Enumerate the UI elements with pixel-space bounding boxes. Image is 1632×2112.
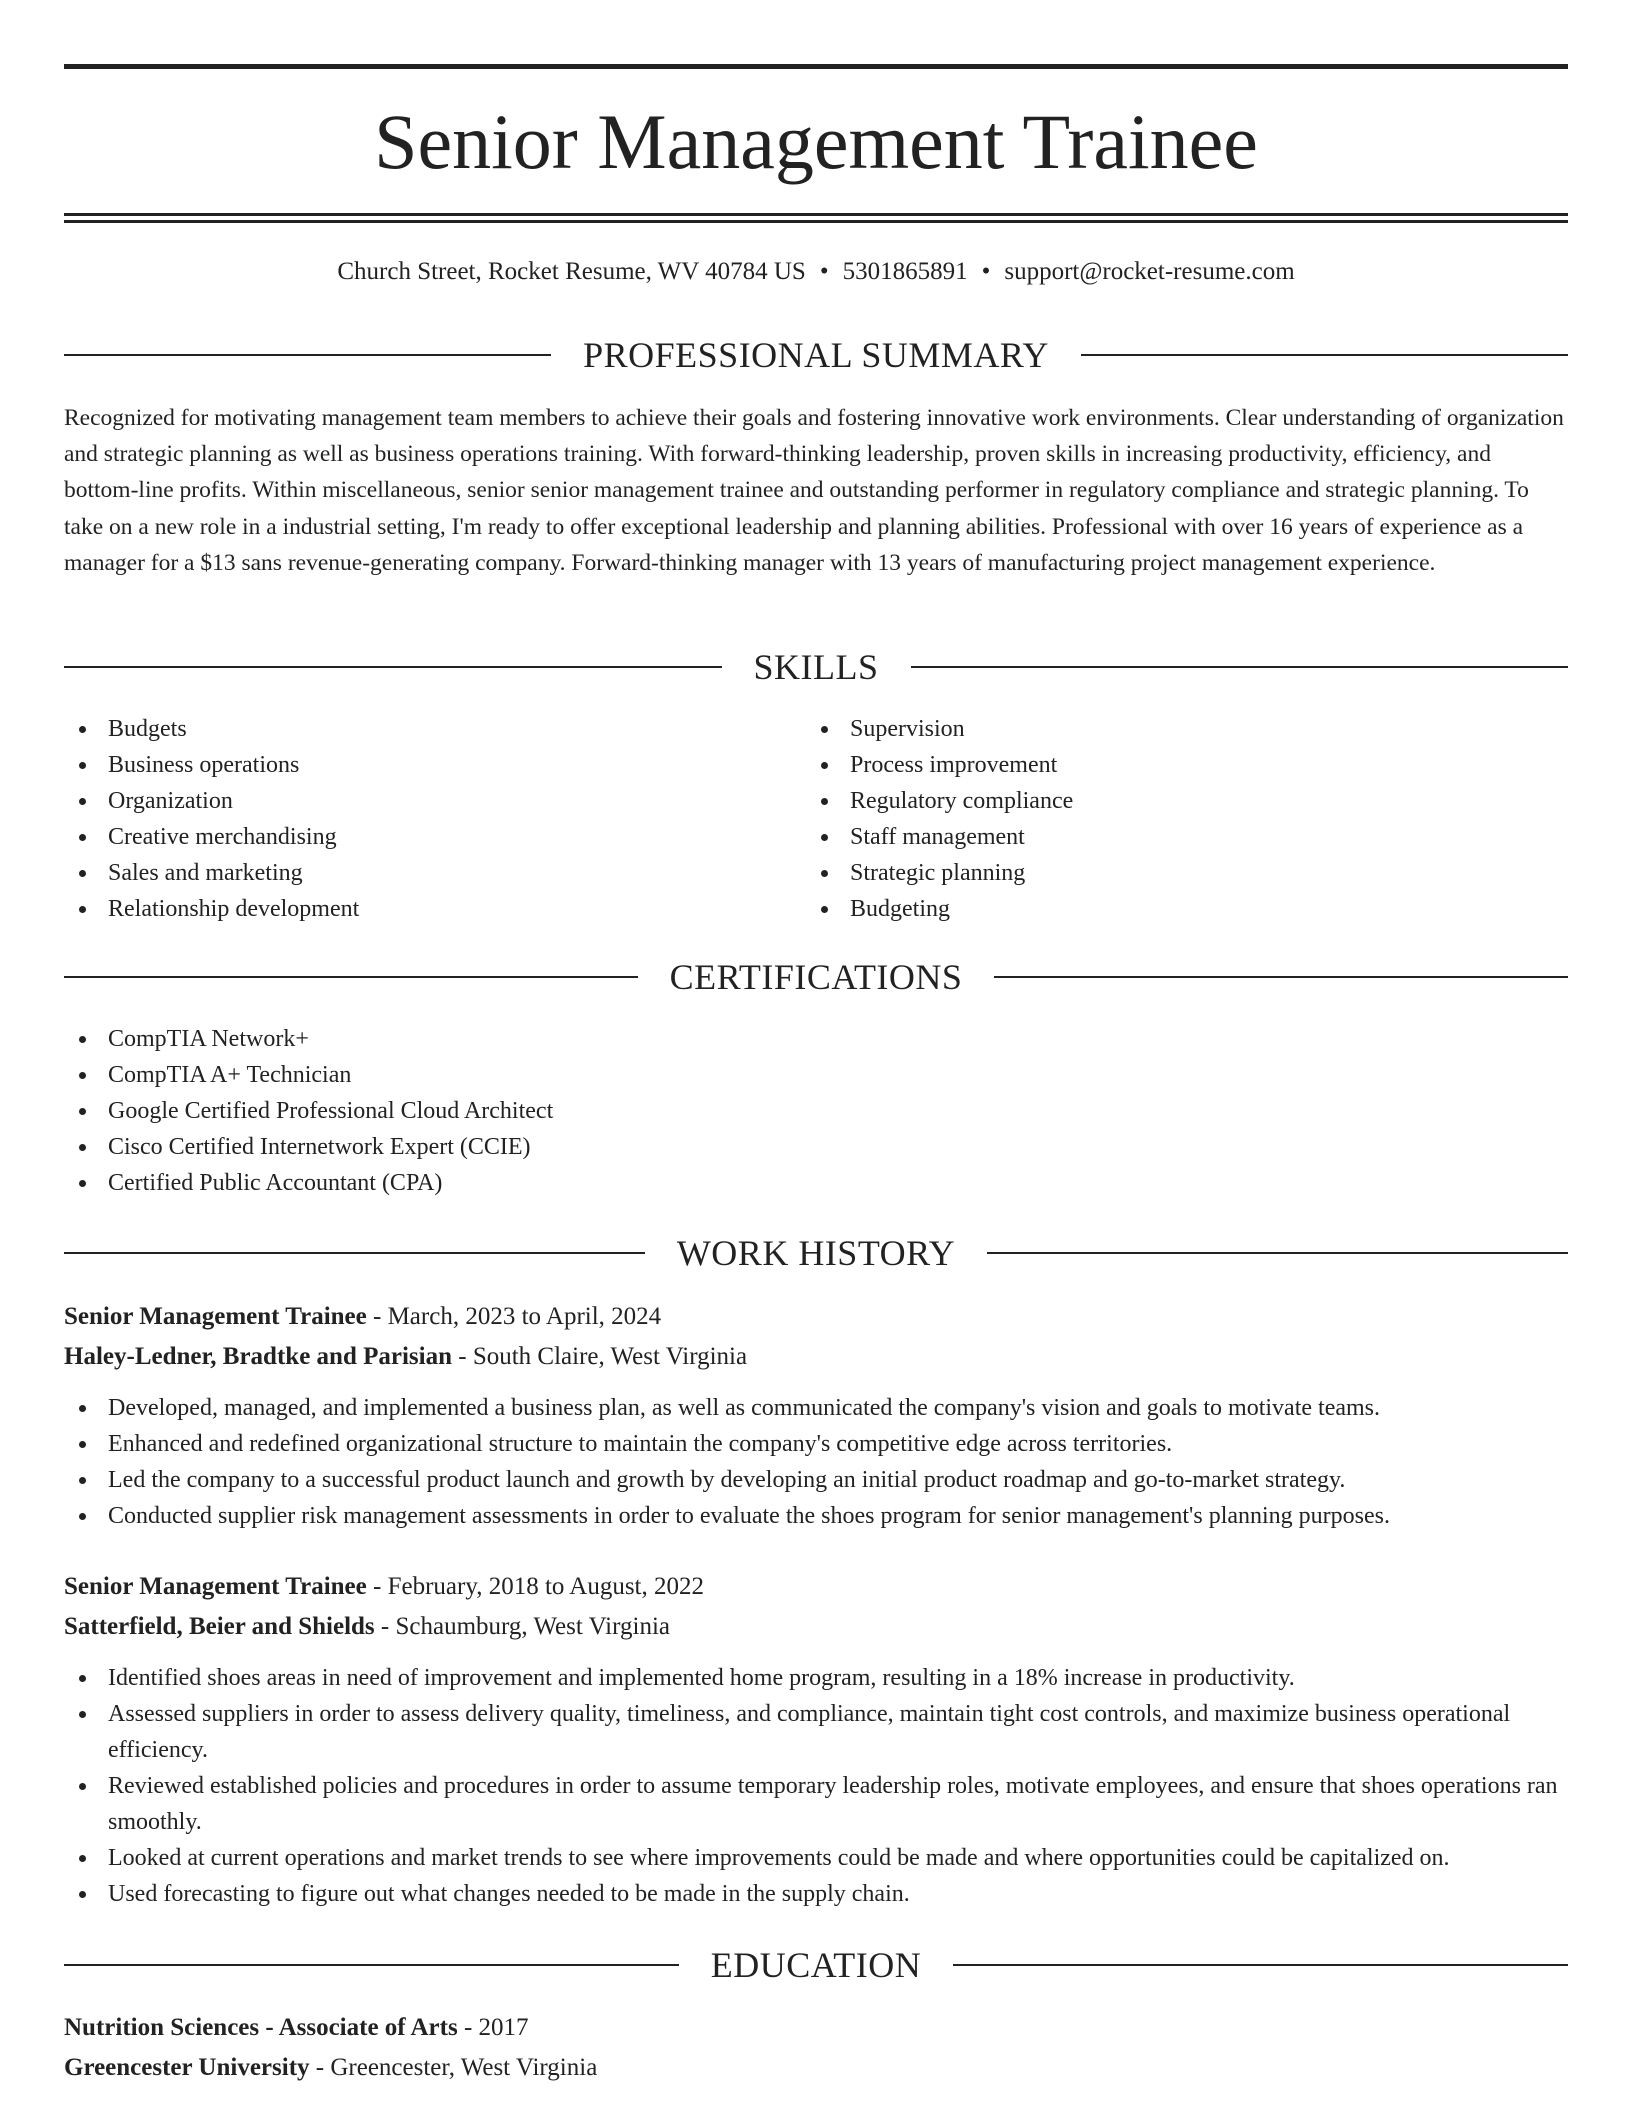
certifications-list <box>64 1021 1568 1201</box>
section-heading-work-history <box>64 1231 1568 1275</box>
skill-item: Sales and marketing <box>64 855 764 891</box>
employer-location: - South Claire, West Virginia <box>452 1343 748 1370</box>
certification-item: Certified Public Accountant (CPA) <box>64 1165 1568 1201</box>
skills-list-left <box>64 711 764 927</box>
section-title: EDUCATION <box>710 1945 922 1985</box>
duty-item: Developed, managed, and implemented a business plan, as well as communicated the company's vision and goals to motivate teams. <box>64 1390 1568 1426</box>
contact-line <box>64 255 1568 289</box>
skill-item: Regulatory compliance <box>806 783 1506 819</box>
skill-item: Relationship development <box>64 891 764 927</box>
skill-item: Staff management <box>806 819 1506 855</box>
candidate-name: Senior Management Trainee <box>374 98 1258 185</box>
job-title: Senior Management Trainee <box>64 1303 367 1330</box>
name-header <box>64 64 1568 220</box>
skill-item: Strategic planning <box>806 855 1506 891</box>
skill-item: Budgets <box>64 711 764 747</box>
employer-location: - Schaumburg, West Virginia <box>374 1613 670 1640</box>
divider <box>1081 354 1568 356</box>
job-title-line <box>64 1569 1568 1605</box>
divider <box>64 666 722 668</box>
duty-item: Led the company to a successful product launch and growth by developing an initial product roadmap and go-to-market strategy. <box>64 1462 1568 1498</box>
duty-item: Used forecasting to figure out what changes needed to be made in the supply chain. <box>64 1876 1568 1912</box>
skill-item: Creative merchandising <box>64 819 764 855</box>
skill-item: Supervision <box>806 711 1506 747</box>
school-name: Greencester University <box>64 2054 310 2081</box>
section-heading-skills <box>64 645 1568 689</box>
school-line <box>64 2050 1568 2086</box>
graduation-year: - 2017 <box>457 2014 529 2041</box>
skills-list-right <box>806 711 1506 927</box>
duty-item: Assessed suppliers in order to assess delivery quality, timeliness, and compliance, maintain tight cost controls, and maximize business operational efficiency. <box>64 1696 1568 1768</box>
header-rule <box>64 220 1568 223</box>
duty-item: Looked at current operations and market trends to see where improvements could be made and where opportunities could be capitalized on. <box>64 1840 1568 1876</box>
skill-item: Organization <box>64 783 764 819</box>
job-duties-list <box>64 1390 1568 1534</box>
job-title: Senior Management Trainee <box>64 1573 367 1600</box>
employer-line <box>64 1339 1568 1375</box>
phone: 5301865891 <box>842 258 968 285</box>
header-rule <box>64 213 1568 216</box>
separator-dot: • <box>819 258 829 285</box>
divider <box>953 1964 1568 1966</box>
section-title: PROFESSIONAL SUMMARY <box>583 335 1049 375</box>
divider <box>994 976 1568 978</box>
duty-item: Reviewed established policies and procedures in order to assume temporary leadership roles, motivate employees, and ensure that shoes operations ran smoothly. <box>64 1768 1568 1840</box>
divider <box>911 666 1569 668</box>
divider <box>64 1964 679 1966</box>
job-dates: - March, 2023 to April, 2024 <box>366 1303 662 1330</box>
section-heading-summary <box>64 333 1568 377</box>
employer-name: Haley-Ledner, Bradtke and Parisian <box>64 1343 452 1370</box>
duty-item: Conducted supplier risk management assessments in order to evaluate the shoes program for senior management's planning purposes. <box>64 1498 1568 1534</box>
divider <box>987 1252 1568 1254</box>
email-link[interactable]: support@rocket-resume.com <box>1004 258 1295 285</box>
summary-text: Recognized for motivating management team members to achieve their goals and fostering innovative work environments. Clear understanding of organization and strategic planning as well as business operations training. With forward-thinking leadership, proven skills in increasing productivity, efficiency, and bottom-line profits. Within miscellaneous, senior senior management trainee and outstanding performer in regulatory compliance and strategic planning. To take on a new role in a industrial setting, I'm ready to offer exceptional leadership and planning abilities. Professional with over 16 years of experience as a manager for a $13 sans revenue-generating company. Forward-thinking manager with 13 years of manufacturing project management experience. <box>64 405 1564 576</box>
employer-line <box>64 1609 1568 1645</box>
degree: Nutrition Sciences - Associate of Arts <box>64 2014 458 2041</box>
section-heading-education <box>64 1943 1568 1987</box>
section-title: CERTIFICATIONS <box>669 957 963 997</box>
degree-line <box>64 2010 1568 2046</box>
divider <box>64 354 551 356</box>
job-duties-list <box>64 1660 1568 1912</box>
duty-item: Enhanced and redefined organizational structure to maintain the company's competitive edge across territories. <box>64 1426 1568 1462</box>
job-dates: - February, 2018 to August, 2022 <box>366 1573 704 1600</box>
job-title-line <box>64 1299 1568 1335</box>
certification-item: Cisco Certified Internetwork Expert (CCIE) <box>64 1129 1568 1165</box>
divider <box>64 976 638 978</box>
separator-dot: • <box>981 258 991 285</box>
address: Church Street, Rocket Resume, WV 40784 US <box>337 258 806 285</box>
employer-name: Satterfield, Beier and Shields <box>64 1613 375 1640</box>
duty-item: Identified shoes areas in need of improvement and implemented home program, resulting in a 18% increase in productivity. <box>64 1660 1568 1696</box>
school-location: - Greencester, West Virginia <box>309 2054 598 2081</box>
skill-item: Budgeting <box>806 891 1506 927</box>
certification-item: Google Certified Professional Cloud Architect <box>64 1093 1568 1129</box>
skill-item: Process improvement <box>806 747 1506 783</box>
section-heading-certifications <box>64 955 1568 999</box>
certification-item: CompTIA Network+ <box>64 1021 1568 1057</box>
certification-item: CompTIA A+ Technician <box>64 1057 1568 1093</box>
skill-item: Business operations <box>64 747 764 783</box>
section-title: SKILLS <box>753 647 879 687</box>
divider <box>64 1252 645 1254</box>
section-title: WORK HISTORY <box>676 1233 956 1273</box>
